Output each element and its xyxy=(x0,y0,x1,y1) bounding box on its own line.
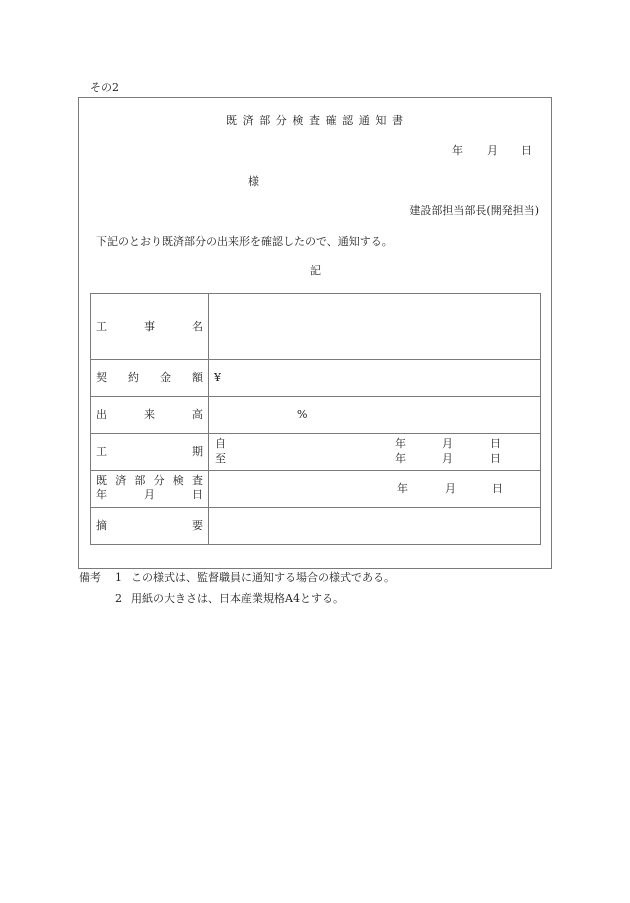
label-construction-name xyxy=(96,321,203,332)
note-2-text: 用紙の大きさは、日本産業規格A4とする。 xyxy=(131,592,344,605)
notes-label: 備考 xyxy=(79,571,101,584)
label-char: 既 xyxy=(96,474,107,487)
document-title: 既済部分検査確認通知書 xyxy=(226,114,409,127)
label-char: 工 xyxy=(96,445,107,458)
period-from-month: 月 xyxy=(442,437,453,450)
label-char: 期 xyxy=(192,445,203,458)
label-char: 年 xyxy=(96,488,107,501)
label-char: 来 xyxy=(144,408,155,421)
label-char: 分 xyxy=(153,474,165,487)
period-to-label: 至 xyxy=(215,452,226,465)
label-char: 事 xyxy=(144,320,155,333)
row-divider xyxy=(90,433,540,434)
note-1-number: 1 xyxy=(115,571,122,584)
label-char: 要 xyxy=(192,519,203,532)
sender: 建設部担当部長(開発担当) xyxy=(409,204,539,217)
label-char: 名 xyxy=(192,320,203,333)
period-to-year: 年 xyxy=(395,452,406,465)
period-to-day: 日 xyxy=(490,452,501,465)
period-from-year: 年 xyxy=(395,437,406,450)
label-char: 摘 xyxy=(96,519,107,532)
period-from-day: 日 xyxy=(490,437,501,450)
date-day: 日 xyxy=(521,144,532,157)
label-char: 工 xyxy=(96,320,107,333)
inspection-day: 日 xyxy=(492,482,503,495)
label-char: 査 xyxy=(191,474,203,487)
label-summary xyxy=(96,520,203,531)
label-char: 額 xyxy=(192,371,203,384)
label-progress xyxy=(96,409,203,420)
date-month: 月 xyxy=(487,144,498,157)
period-from-label: 自 xyxy=(215,437,226,450)
row-divider xyxy=(90,470,540,471)
inspection-year: 年 xyxy=(397,482,408,495)
form-number: その2 xyxy=(90,81,119,94)
label-construction-period xyxy=(96,446,203,457)
label-char: 金 xyxy=(160,371,171,384)
label-char: 検 xyxy=(172,474,184,487)
note-1-text: この様式は、監督職員に通知する場合の様式である。 xyxy=(131,571,395,584)
progress-percent: % xyxy=(297,408,308,421)
label-char: 部 xyxy=(134,474,146,487)
label-char: 済 xyxy=(115,474,127,487)
label-char: 出 xyxy=(96,408,107,421)
ki-heading: 記 xyxy=(310,264,321,277)
contract-amount-yen: ¥ xyxy=(214,371,221,384)
label-contract-amount xyxy=(96,372,203,383)
summary-value[interactable] xyxy=(214,520,534,534)
label-char: 日 xyxy=(192,488,203,501)
row-divider xyxy=(90,359,540,360)
body-text: 下記のとおり既済部分の出来形を確認したので、通知する。 xyxy=(96,235,393,248)
construction-name-value[interactable] xyxy=(214,321,534,335)
inspection-month: 月 xyxy=(445,482,456,495)
row-divider xyxy=(90,507,540,508)
label-char: 高 xyxy=(192,408,203,421)
period-to-month: 月 xyxy=(442,452,453,465)
row-divider xyxy=(90,396,540,397)
label-char: 月 xyxy=(144,488,155,501)
label-inspection-line1 xyxy=(96,475,203,486)
label-char: 約 xyxy=(128,371,139,384)
date-year: 年 xyxy=(452,144,463,157)
label-char: 契 xyxy=(96,371,107,384)
label-inspection-line2 xyxy=(96,489,203,500)
note-2-number: 2 xyxy=(115,592,122,605)
addressee-suffix: 様 xyxy=(248,175,259,188)
